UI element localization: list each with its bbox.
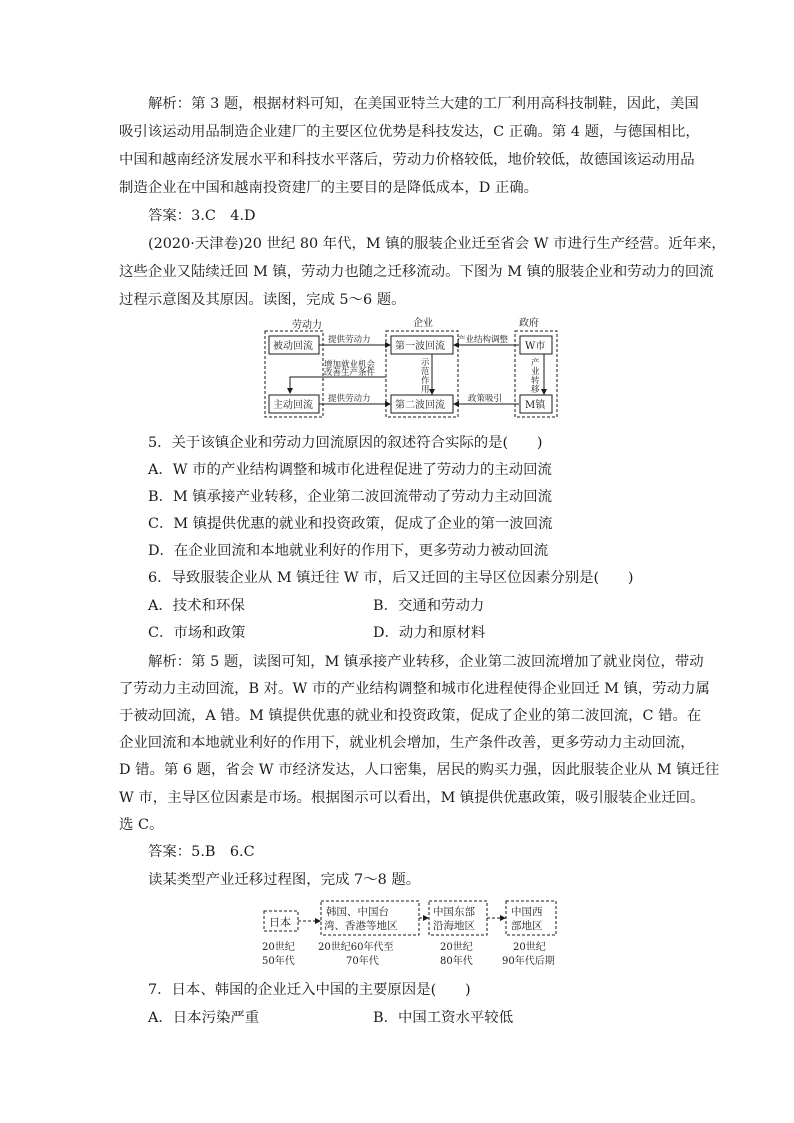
industry-migration-diagram	[258, 896, 570, 972]
option-b: B．中国工资水平较低	[373, 1010, 514, 1026]
arrow-more-jobs	[290, 377, 386, 393]
node-korea-time: 70年代	[346, 956, 379, 967]
transfer-char: 业	[531, 367, 540, 377]
text-line: 企业回流和本地就业利好的作用下，就业机会增加，生产条件改善，更多劳动力主动回流，	[119, 735, 695, 751]
text-line: D 错。第 6 题，省会 W 市经济发达，人口密集，居民的购买力强，因此服装企业从 M 镇迁往	[119, 762, 720, 778]
box-passive-return-label: 被动回流	[273, 341, 313, 352]
node-japan-time: 20世纪	[262, 942, 295, 953]
arrow-more-jobs-label-1: 增加就业机会	[324, 360, 376, 370]
arrow-provide-labor-top-label: 提供劳动力	[328, 335, 371, 345]
text-line: W 市，主导区位因素是市场。根据图示可以看出，M 镇提供优惠政策，吸引服装企业迁回。	[119, 790, 705, 806]
box-m-town-label: M镇	[525, 400, 546, 411]
text-line: 过程示意图及其原因。读图，完成 5～6 题。	[119, 292, 406, 308]
box-w-city-label: W市	[525, 341, 546, 352]
transfer-char: 产	[531, 358, 540, 368]
answer-3-4: 答案：3.C 4.D	[148, 208, 256, 224]
option-d: D．动力和原材料	[373, 625, 486, 641]
group-label-government: 政府	[519, 318, 539, 329]
demo-char: 作	[421, 376, 430, 386]
intro-7-8: 读某类型产业迁移过程图，完成 7～8 题。	[148, 872, 421, 888]
group-label-labor: 劳动力	[292, 320, 322, 331]
text-line: 这些企业又陆续迁回 M 镇，劳动力也随之迁移流动。下图为 M 镇的服装企业和劳动力的回流	[119, 264, 714, 280]
option-b: B．交通和劳动力	[373, 598, 485, 614]
question-stem: 7．日本、韩国的企业迁入中国的主要原因是( )	[148, 982, 471, 998]
node-china-west-label: 中国西	[511, 906, 543, 918]
node-korea-label: 韩国、中国台	[326, 906, 389, 918]
option-a: A．技术和环保	[148, 598, 245, 614]
arrow-provide-labor-bottom-label: 提供劳动力	[328, 394, 371, 404]
node-korea-time: 20世纪60年代至	[318, 942, 394, 953]
option-c: C．M 镇提供优惠的就业和投资政策，促成了企业的第一波回流	[148, 516, 553, 532]
demo-char: 用	[421, 385, 430, 395]
node-china-west-time: 20世纪	[513, 942, 546, 953]
option-d: D．在企业回流和本地就业利好的作用下，更多劳动力被动回流	[148, 543, 549, 559]
group-label-enterprise: 企业	[413, 318, 433, 329]
node-china-east-time: 20世纪	[440, 942, 473, 953]
text-line: 选 C。	[119, 817, 164, 833]
question-stem: 6．导致服装企业从 M 镇迁往 W 市，后又迁回的主导区位因素分别是( )	[148, 570, 634, 586]
node-japan-time: 50年代	[262, 956, 295, 967]
node-china-east-time: 80年代	[440, 956, 473, 967]
text-line: 于被动回流，A 错。M 镇提供优惠的就业和投资政策，促成了企业的第二波回流，C 错。在	[119, 708, 702, 724]
arrow-policy-attract-label: 政策吸引	[468, 394, 503, 404]
node-japan-label: 日本	[269, 916, 291, 929]
node-china-west-time: 90年代后期	[502, 956, 555, 967]
labor-enterprise-flow-diagram	[262, 316, 562, 420]
question-stem: 5．关于该镇企业和劳动力回流原因的叙述符合实际的是( )	[148, 435, 543, 451]
text-line: (2020·天津卷)20 世纪 80 年代，M 镇的服装企业迁至省会 W 市进行生产经营。近年来，	[148, 236, 726, 252]
option-a: A．W 市的产业结构调整和城市化进程促进了劳动力的主动回流	[148, 462, 552, 478]
arrow-industry-adjust-label: 产业结构调整	[457, 335, 509, 345]
box-second-wave-label: 第二波回流	[395, 400, 445, 411]
demo-char: 范	[421, 367, 430, 377]
option-a: A．日本污染严重	[148, 1010, 260, 1026]
node-china-east-label: 沿海地区	[433, 920, 475, 932]
transfer-char: 转	[531, 376, 540, 386]
box-first-wave-label: 第一波回流	[395, 341, 445, 352]
node-china-east-label: 中国东部	[433, 906, 475, 918]
text-line: 制造企业在中国和越南投资建厂的主要目的是降低成本，D 正确。	[119, 180, 539, 196]
node-korea-label: 湾、香港等地区	[324, 920, 398, 932]
text-line: 解析：第 3 题，根据材料可知，在美国亚特兰大建的工厂利用高科技制鞋，因此，美国	[148, 96, 699, 112]
text-line: 了劳动力主动回流，B 对。W 市的产业结构调整和城市化进程使得企业回迁 M 镇，劳动力属	[119, 681, 710, 697]
demo-char: 示	[421, 358, 430, 368]
text-line: 解析：第 5 题，读图可知，M 镇承接产业转移，企业第二波回流增加了就业岗位，带动	[148, 654, 704, 670]
transfer-char: 移	[531, 385, 540, 395]
arrow-more-jobs-label-2: 改善生产条件	[324, 368, 376, 378]
box-active-return-label: 主动回流	[273, 400, 313, 411]
node-china-west-label: 部地区	[511, 920, 543, 932]
text-line: 吸引该运动用品制造企业建厂的主要区位优势是科技发达，C 正确。第 4 题，与德国相比，	[119, 124, 700, 140]
option-c: C．市场和政策	[148, 625, 246, 641]
option-b: B．M 镇承接产业转移，企业第二波回流带动了劳动力主动回流	[148, 489, 553, 505]
text-line: 中国和越南经济发展水平和科技水平落后，劳动力价格较低，地价较低，故德国该运动用品	[119, 152, 695, 168]
answer-5-6: 答案：5.B 6.C	[148, 844, 255, 860]
